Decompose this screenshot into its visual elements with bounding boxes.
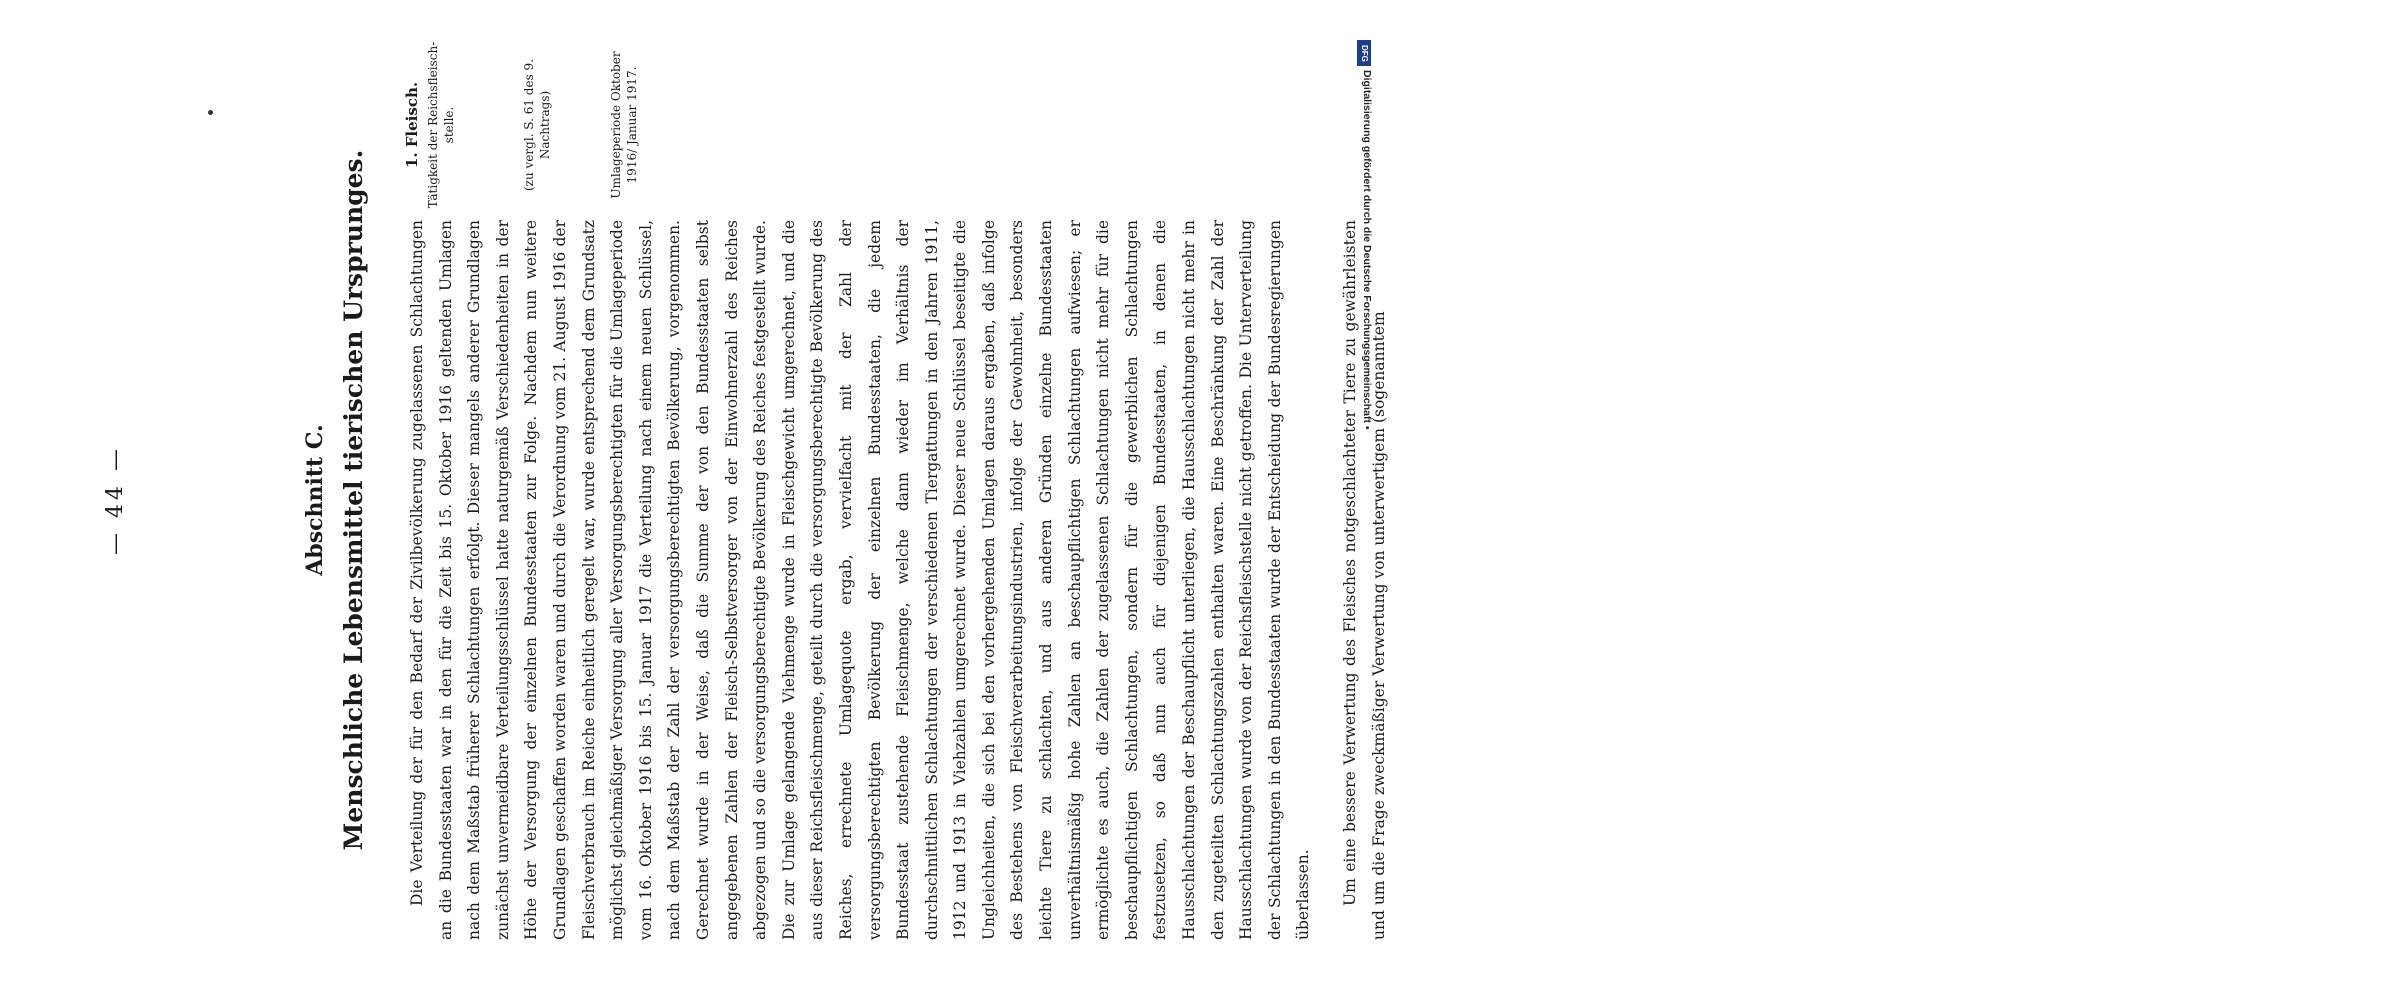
dfg-logo: DFG	[1357, 40, 1371, 66]
dfg-credit: Digitalisierung gefördert durch die Deutsche Forschungsgemeinschaft •	[1361, 70, 1373, 430]
dfg-footer	[1383, 0, 2383, 30]
page-number: — 44 —	[103, 445, 128, 555]
margin-dot	[208, 110, 213, 115]
paragraph: Um eine bessere Verwertung des Fleisches notgeschlachteter Tiere zu gewährleisten und um die Frage zweckmäßiger Verwertung von unterwertigem (sogenanntem	[1341, 220, 1388, 940]
paragraph: Die Verteilung der für den Bedarf der Zivilbevölkerung zugelassenen Schlachtungen an die Bundesstaaten war in den für die Zeit bis 15. Oktober 1916 geltenden Umlagen nach dem Maßstab früherer Schlachtungen erfolgt. Dieser mangels anderer Grundlagen zunächst unvermeidbare Verteilungsschlüssel hatte naturgemäß Verschiedenheiten in der Höhe der Versorgung der einzelnen Bundesstaaten zur Folge. Nachdem nun weitere Grundlagen geschaffen worden waren und durch die Verordnung vom 21. August 1916 der Fleischverbrauch im Reiche einheitlich geregelt war, wurde entsprechend dem Grundsatz möglichst gleichmäßiger Versorgung aller Versorgungsberechtigten für die Umlageperiode vom 16. Oktober 1916 bis 15. Januar 1917 die Verteilung nach einem neuen Schlüssel, nach dem Maßstab der Zahl der versorgungsberechtigten Bevölkerung, vorgenommen. Gerechnet wurde in der Weise, daß die Summe der von den Bundesstaaten selbst angegebenen Zahlen der Fleisch-Selbstversorger von der Einwohnerzahl des Reiches abgezogen und so die versorgungsberechtigte Bevölkerung des Reiches festgestellt wurde. Die zur Umlage gelangende Viehmenge wurde in Fleischgewicht umgerechnet, und die aus dieser Reichsfleischmenge, geteilt durch die versorgungsberechtigte Bevölkerung des Reiches, errechnete Umlagequote ergab, vervielfacht mit der Zahl der versorgungsberechtigten Bevölkerung der einzelnen Bundesstaaten, die jedem Bundesstaat zustehende Fleischmenge, welche dann wieder im Verhältnis der durchschnittlichen Schlachtungen der verschiedenen Tiergattungen in den Jahren 1911, 1912 und 1913 in Viehzahlen umgerechnet wurde. Dieser neue Schlüssel beseitigte die Ungleichheiten, die sich bei den vorhergehenden Umlagen daraus ergaben, daß infolge des Bestehens von Fleischverarbeitungsindustrien, infolge der Gewohnheit, besonders leichte Tiere zu schlachten, und aus anderen Gründen einzelne Bundesstaaten unverhältnismäßig hohe Zahlen an beschaupflichtigen Schlachtungen aufwiesen; er ermöglichte es auch, die Zahlen der zugelassenen Schlachtungen nicht mehr für die beschaupflichtigen Schlachtungen, sondern für die gewerblichen Schlachtungen festzusetzen, so daß nun auch für diejenigen Bundesstaaten, in denen die Hausschlachtungen der Beschaupflicht unterliegen, die Hausschlachtungen nicht mehr in den zugeteilten Schlachtungszahlen enthalten waren. Eine Beschränkung der Zahl der Hausschlachtungen wurde von der Reichsfleischstelle nicht getroffen. Die Unterverteilung der Schlachtungen in den Bundesstaaten wurde der Entscheidung der Bundesregierungen überlassen.	[408, 220, 1313, 940]
section-title: Menschliche Lebensmittel tierischen Ursprunges.	[339, 149, 368, 851]
margin-heading-fleisch: 1. Fleisch.	[403, 81, 421, 169]
dfg-credit-wrap	[1345, 0, 1383, 1000]
margin-note-taetigkeit: Tätigkeit der Reichsfleisch-stelle.	[426, 41, 456, 209]
margin-note-reference: (zu vergl. S. 61 des 9. Nachtrags)	[522, 58, 552, 192]
section-label: Abschnitt C.	[302, 424, 328, 576]
margin-notes	[403, 40, 1223, 210]
margin-note-umlageperiode: Umlageperiode Oktober 1916/ Januar 1917.	[609, 51, 639, 199]
